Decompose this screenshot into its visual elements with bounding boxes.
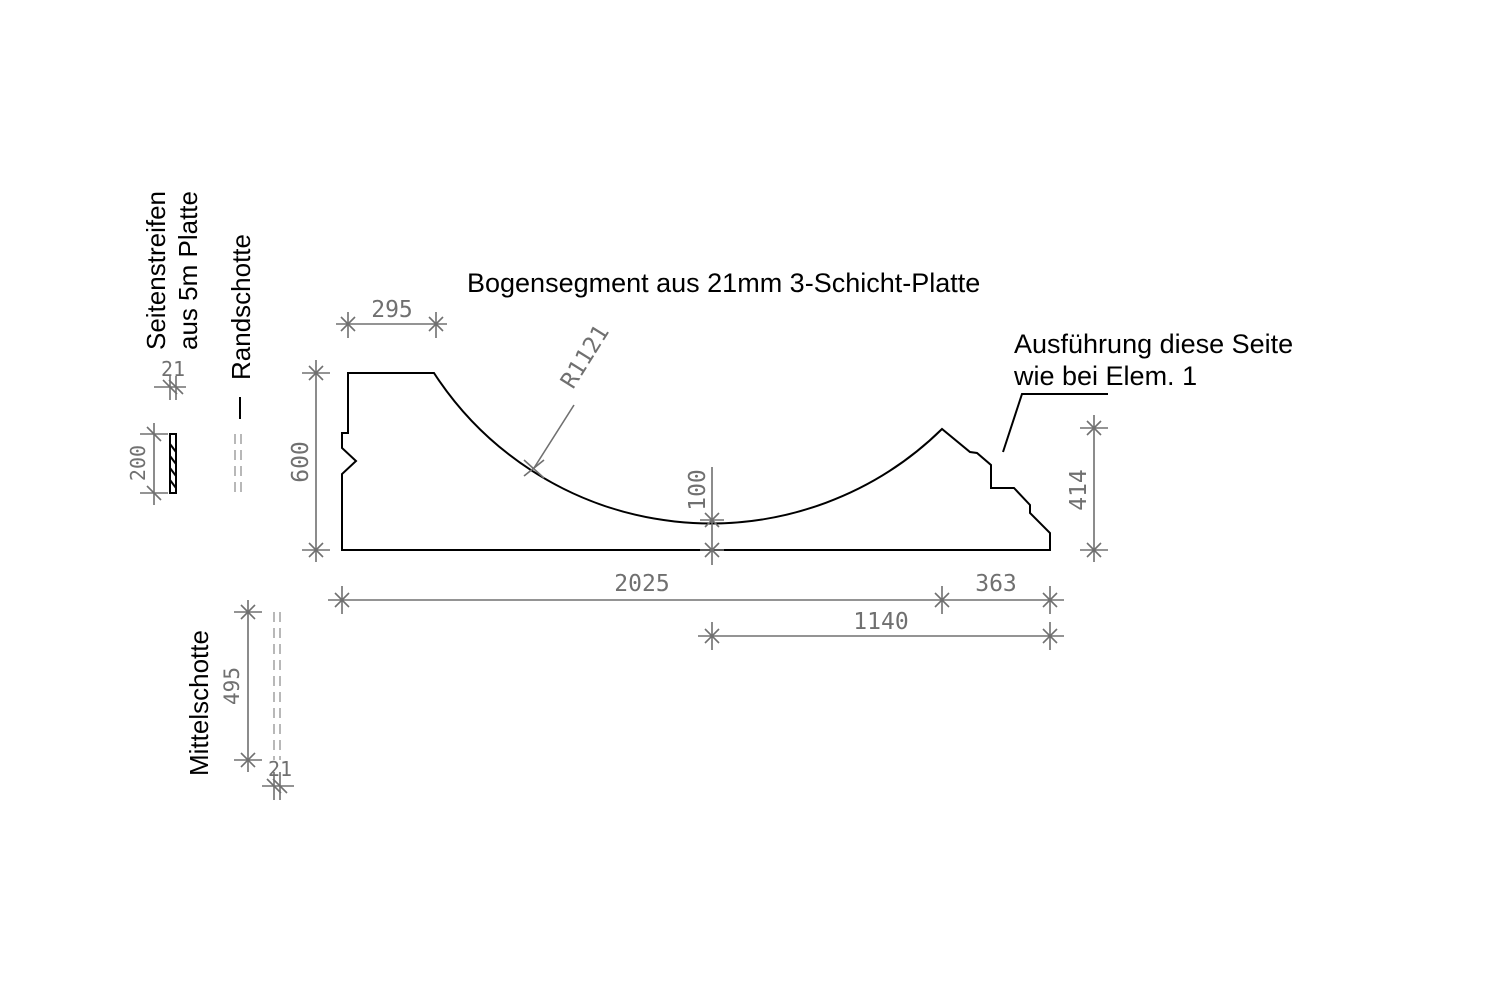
dimension-height-right xyxy=(1066,415,1108,562)
dimension-text-100: 100 xyxy=(685,469,711,511)
dimension-strip-height xyxy=(126,423,168,505)
seitenstreifen-label: Seitenstreifen xyxy=(141,191,171,350)
note-leader-line xyxy=(1003,394,1108,452)
dimension-height-left xyxy=(288,360,330,562)
dimension-text-200: 200 xyxy=(126,444,150,482)
dimension-text-600: 600 xyxy=(288,441,314,483)
dimension-text-363: 363 xyxy=(975,571,1017,597)
mittelschotte-part xyxy=(274,612,280,760)
dimension-mittelschotte-height xyxy=(220,600,262,772)
dimension-strip-thickness xyxy=(154,357,186,400)
dimension-text-1140: 1140 xyxy=(853,609,909,635)
seitenstreifen-source-label: aus 5m Platte xyxy=(173,191,203,350)
mittelschotte-label: Mittelschotte xyxy=(184,630,214,776)
arch-segment-outline xyxy=(342,373,1050,550)
dimension-text-295: 295 xyxy=(371,297,413,323)
execution-note-line2: wie bei Elem. 1 xyxy=(1014,361,1198,391)
dimension-radius xyxy=(524,321,615,478)
dimension-text-414: 414 xyxy=(1066,469,1092,511)
dimension-total-length xyxy=(328,571,1064,614)
dimension-mittelschotte-thickness xyxy=(262,757,294,800)
execution-note-line1: Ausführung diese Seite xyxy=(1014,329,1294,359)
randschotte-part xyxy=(235,397,241,493)
dimension-text-495: 495 xyxy=(220,667,244,705)
randschotte-label: Randschotte xyxy=(226,234,256,380)
dimension-text-r1121: R1121 xyxy=(556,320,615,394)
dimension-top-width xyxy=(336,297,447,338)
dimension-half-length xyxy=(698,609,1064,650)
dimension-text-21-top: 21 xyxy=(160,357,186,381)
drawing-title: Bogensegment aus 21mm 3-Schicht-Platte xyxy=(467,268,981,298)
dimension-text-21-bottom: 21 xyxy=(267,757,293,781)
dimension-text-2025: 2025 xyxy=(614,571,670,597)
side-strip-part xyxy=(170,434,176,493)
